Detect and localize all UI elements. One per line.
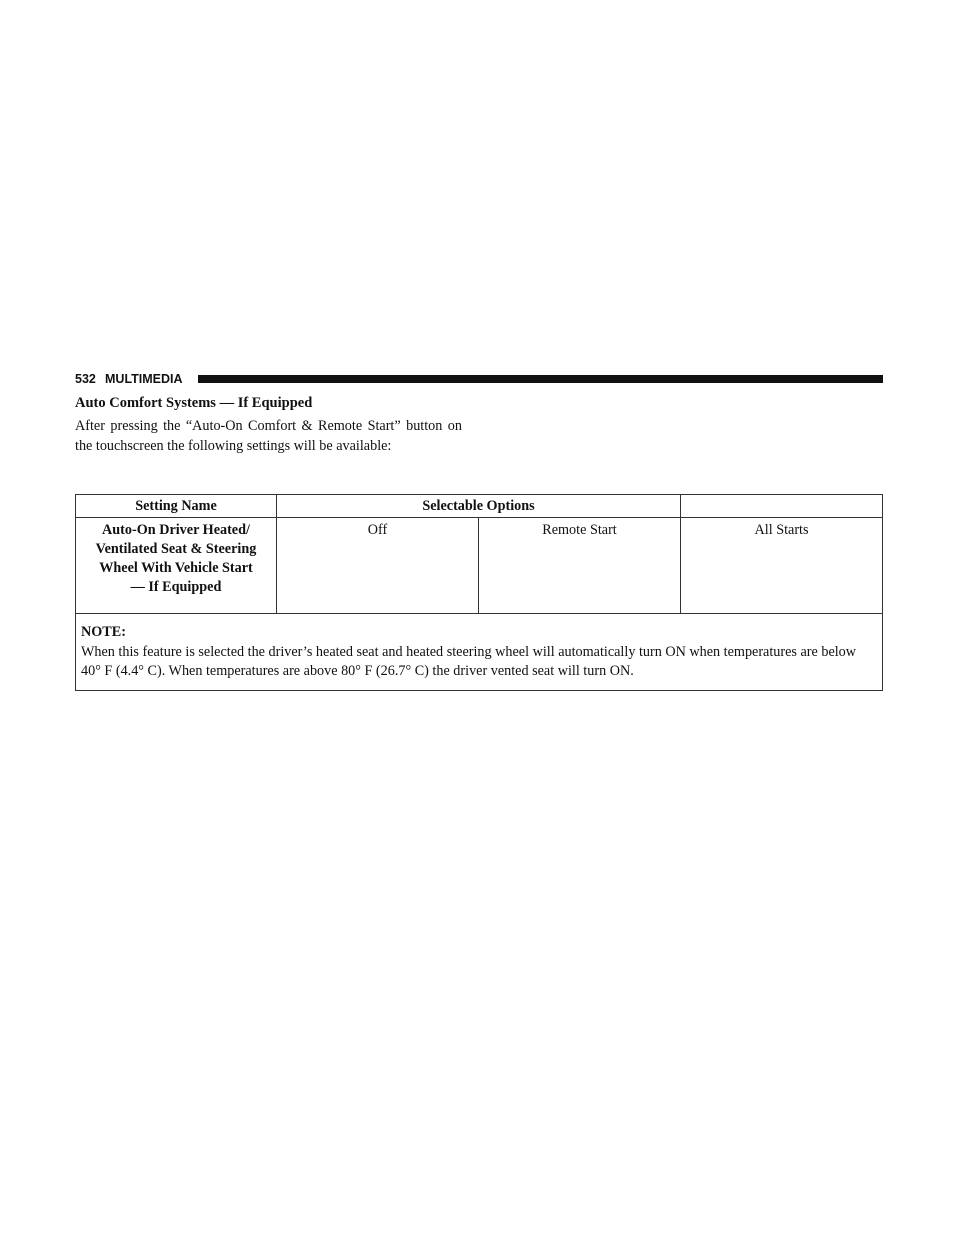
header-rule [198, 375, 883, 383]
page-number: 532 [75, 372, 96, 386]
note-cell [76, 614, 883, 691]
table-header-row [76, 495, 883, 518]
option-remote-start: Remote Start [479, 518, 681, 614]
section-heading: Auto Comfort Systems — If Equipped [75, 395, 313, 411]
option-all-starts: All Starts [681, 518, 883, 614]
note-label: NOTE: [81, 624, 126, 640]
setting-name-line: — If Equipped [130, 579, 222, 595]
setting-name-cell [76, 518, 277, 614]
header-setting-name: Setting Name [76, 495, 277, 518]
note-row [76, 614, 883, 691]
header-blank [681, 495, 883, 518]
section-name: MULTIMEDIA [105, 372, 183, 386]
settings-table [75, 494, 883, 691]
option-off: Off [277, 518, 479, 614]
note-text: When this feature is selected the driver’s heated seat and heated steering wheel will automatically turn ON when temperatures are below 40° F (4.4° C). When temperatures are above 80° F (26.7° C) the driver vented seat will turn ON. [81, 643, 857, 679]
header-selectable-options: Selectable Options [277, 495, 681, 518]
setting-name-line: Wheel With Vehicle Start [99, 560, 253, 576]
setting-name-line: Ventilated Seat & Steering [95, 541, 257, 557]
table-row [76, 518, 883, 614]
intro-paragraph: After pressing the “Auto-On Comfort & Remote Start” button on the touchscreen the following settings will be available: [75, 418, 462, 454]
page-header [75, 371, 883, 387]
setting-name-line: Auto-On Driver Heated/ [102, 522, 250, 538]
